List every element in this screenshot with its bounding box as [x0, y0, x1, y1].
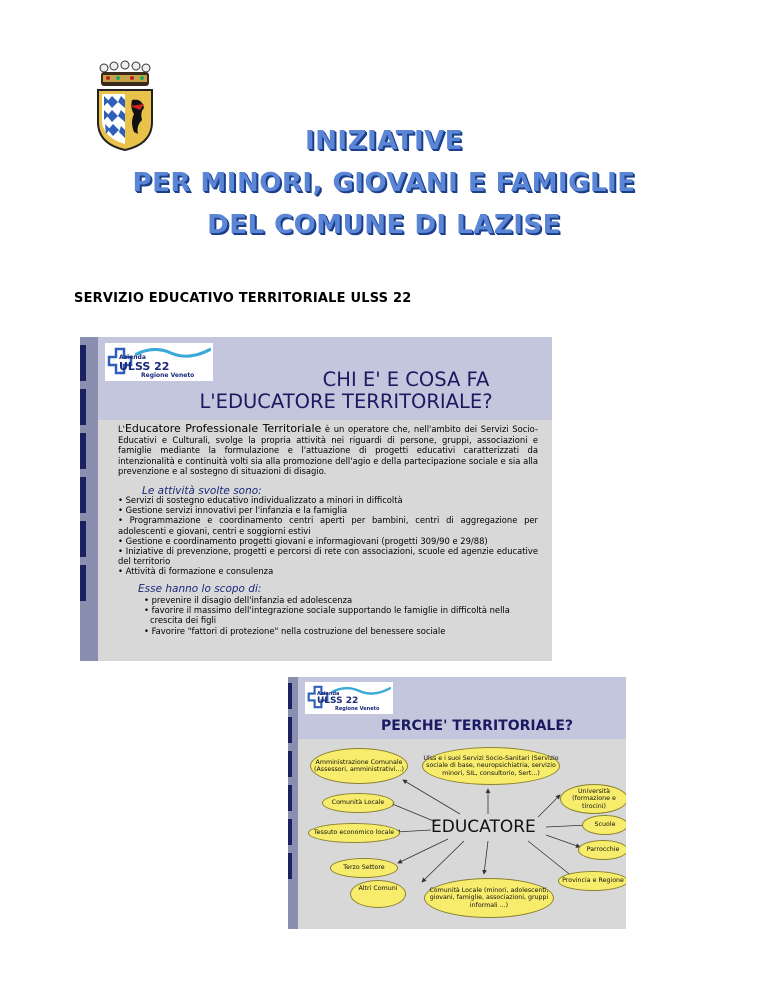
list-item: • favorire il massimo dell'integrazione sociale supportando le famiglie in difficoltà nella crescita dei figli: [144, 605, 510, 626]
arrow-to-universita: [538, 795, 560, 817]
scope-list: [144, 595, 534, 636]
slide-band-bar: [80, 389, 86, 425]
page-title-line: DEL COMUNE DI LAZISE: [207, 210, 561, 240]
slide-band-bar: [80, 345, 86, 381]
list-item: • Gestione e coordinamento progetti giovani e informagiovani (progetti 309/90 e 29/88): [118, 535, 488, 546]
page-title-line: INIZIATIVE: [304, 126, 464, 156]
arrow-to-parrocchie: [546, 835, 580, 847]
node-comunita-locale: Comunità Locale: [322, 793, 394, 813]
node-ulss-servizi: Ulss e i suoi Servizi Socio-Sanitari (Servizio sociale di base, neuropsichiatria, servizio minori, SIL, consultorio, Sert...): [422, 747, 560, 785]
section-heading: SERVIZIO EDUCATIVO TERRITORIALE ULSS 22: [74, 291, 412, 306]
logo-azienda: Azienda: [119, 354, 146, 361]
arrow-to-provincia: [528, 841, 573, 877]
arrow-to-comunita-locale: [390, 803, 436, 822]
node-universita: Università (formazione e tirocini): [560, 784, 626, 814]
node-provincia-regione: Provincia e Regione: [558, 871, 626, 891]
slide-chi-e-educatore: [80, 337, 552, 661]
slide-band-bar: [80, 521, 86, 557]
node-comunita-locale-minori: Comunità Locale (minori, adolescenti, giovani, famiglie, associazioni, gruppi informali ...): [424, 878, 554, 918]
list-item: • Favorire "fattori di protezione" nella costruzione del benessere sociale: [144, 625, 446, 636]
slide1-title-line: CHI E' E COSA FA: [322, 368, 490, 391]
slide-perche-territoriale: [288, 677, 626, 929]
activities-heading: Le attività svolte sono:: [142, 485, 262, 497]
logo-regione: Regione Veneto: [335, 706, 380, 712]
activities-list: [118, 495, 538, 577]
list-item: • prevenire il disagio dell'infanzia ed adolescenza: [144, 595, 353, 605]
page-title-line: PER MINORI, GIOVANI E FAMIGLIE: [132, 168, 636, 198]
slide-band-bar: [80, 477, 86, 513]
arrow-to-terzo-settore: [398, 839, 448, 863]
list-item: • Gestione servizi innovativi per l'infanzia e la famiglia: [118, 505, 348, 516]
arrow-to-amministrazione: [403, 780, 460, 814]
node-terzo-settore: Terzo Settore: [330, 858, 398, 878]
slide2-title: PERCHE' TERRITORIALE?: [380, 718, 574, 734]
node-tessuto-economico: Tessuto economico locale: [308, 823, 400, 843]
slide1-title-line: L'EDUCATORE TERRITORIALE?: [199, 390, 493, 413]
list-item: • Iniziative di prevenzione, progetti e percorsi di rete con associazioni, scuole ed agenzie educative del territorio: [118, 546, 538, 567]
list-item: • Servizi di sostegno educativo individualizzato a minori in difficoltà: [118, 495, 403, 505]
node-altri-comuni: Altri Comuni: [350, 880, 406, 908]
intro-text: è un operatore che, nell'ambito dei Servizi Socio-Educativi e Culturali, svolge la propria attività nei riguardi di persone, gruppi, associazioni e famiglie mediante la formulazione e l'attuazione di progetti educativi caratterizzati da intenzionalità e continuità volti sia alla promozione dell'agio e della partecipazione sociale e sia alla prevenzione e al sostegno di situazioni di disagio.: [118, 424, 538, 476]
list-item: • Attività di formazione e consulenza: [118, 566, 274, 577]
diagram-center-educatore: EDUCATORE: [431, 817, 536, 837]
logo-ulss: ULSS 22: [317, 696, 359, 706]
node-scuole: Scuole: [582, 815, 626, 835]
logo-regione: Regione Veneto: [141, 372, 195, 379]
arrow-to-tessuto-economico: [396, 830, 431, 832]
node-parrocchie: Parrocchie: [578, 840, 626, 860]
arrow-to-altri-comuni: [422, 841, 464, 882]
slide1-title: [140, 369, 552, 413]
scope-heading: Esse hanno lo scopo di:: [138, 583, 262, 595]
page-title: [0, 120, 768, 246]
slide-band-bar: [80, 433, 86, 469]
intro-prefix: L': [118, 424, 125, 434]
intro-highlight: Educatore Professionale Territoriale: [124, 422, 322, 435]
logo-ulss: ULSS 22: [119, 360, 170, 373]
slide1-intro-paragraph: [118, 424, 538, 477]
wave-icon: [135, 345, 211, 361]
logo-azienda: Azienda: [317, 691, 340, 697]
node-amministrazione-comunale: Amministrazione Comunale (Assessori, amministrativi...): [310, 748, 408, 784]
slide-band-bar: [80, 565, 86, 601]
arrow-to-comunita-minori: [484, 841, 488, 874]
list-item: • Programmazione e coordinamento centri aperti per bambini, centri di aggregazione per adolescenti e giovani, centri e soggiorni estivi: [118, 515, 538, 536]
